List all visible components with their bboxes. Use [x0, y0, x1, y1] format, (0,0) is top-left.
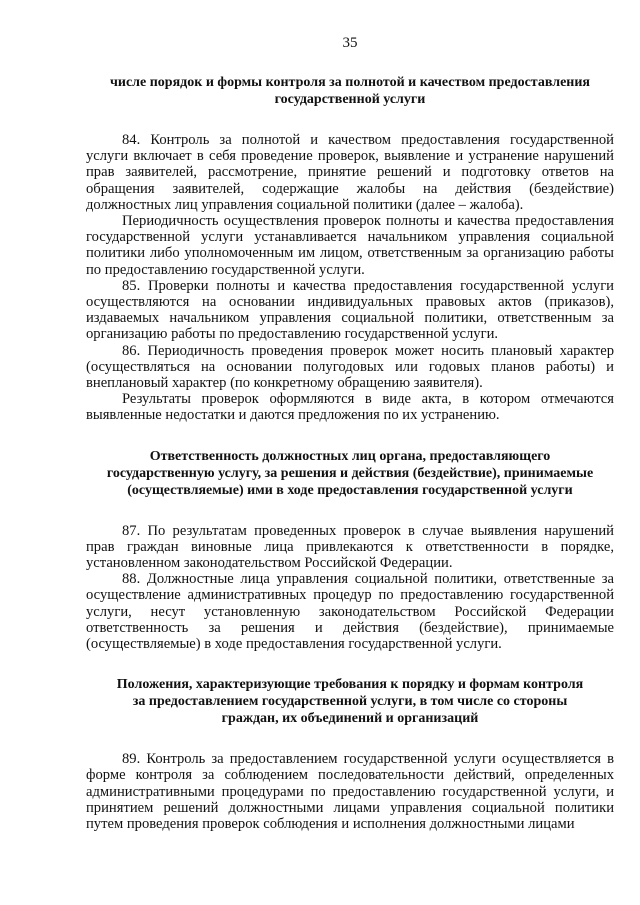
- heading-line: граждан, их объединений и организаций: [221, 711, 479, 727]
- heading-line: (осуществляемые) ими в ходе предоставления государственной услуги: [127, 482, 573, 498]
- page-number: 35: [342, 35, 358, 51]
- heading-line: за предоставлением государственной услуги, в том числе со стороны: [132, 694, 568, 710]
- section-body-responsibility: [86, 523, 614, 653]
- section-heading-control-requirements: [96, 676, 604, 727]
- heading-line: Ответственность должностных лиц органа, предоставляющего: [149, 448, 551, 464]
- paragraph-89: 89. Контроль за предоставлением государственной услуги осуществляется в форме контроля за соблюдением последовательности действий, определенных административными процедурами по предоставлению государственной услуги, и принятием решений должностными лицами управления социальной политики путем проведения проверок соблюдения и исполнения должностными лицами: [86, 751, 614, 833]
- paragraph-84: 84. Контроль за полнотой и качеством предоставления государственной услуги включает в себя проведение проверок, выявление и устранение нарушений прав заявителей, рассмотрение, принятие решений и подготовку ответов на обращения заявителей, содержащие жалобы на действия (бездействие) должностных лиц управления социальной политики (далее – жалоба).: [86, 132, 614, 213]
- heading-line: государственной услуги: [274, 92, 426, 107]
- section-body-control-requirements: [86, 751, 614, 832]
- paragraph-87: 87. По результатам проведенных проверок в случае выявления нарушений прав граждан виновные лица привлекаются к ответственности в порядке, установленном законодательством Российской Федерации.: [86, 522, 614, 572]
- paragraph-periodicity: Периодичность осуществления проверок полноты и качества предоставления государственной услуги устанавливается начальником управления социальной политики либо уполномоченным им лицом, ответственным за организацию работы по предоставлению государственной услуги.: [86, 213, 614, 278]
- paragraph-86: 86. Периодичность проведения проверок может носить плановый характер (осуществляться на основании полугодовых или годовых планов работы) и внеплановый характер (по конкретному обращению заявителя).: [86, 342, 614, 392]
- section-heading-control-order: [96, 74, 604, 108]
- heading-line: государственную услугу, за решения и действия (бездействие), принимаемые: [106, 465, 594, 481]
- paragraph-85: 85. Проверки полноты и качества предоставления государственной услуги осуществляются на основании индивидуальных правовых актов (приказов), издаваемых начальником управления социальной политики, ответственным за организацию работы по предоставлению государственной услуги.: [86, 277, 614, 343]
- paragraph-88: 88. Должностные лица управления социальной политики, ответственные за осуществление административных процедур по предоставлению государственной услуги, несут установленную законодательством Российской Федерации ответственность за решения и действия (бездействие), принимаемые (осуществляемые) в ходе предоставления государственной услуги.: [86, 571, 614, 653]
- heading-line: числе порядок и формы контроля за полнотой и качеством предоставления: [110, 75, 590, 90]
- section-body-control-order: [86, 132, 614, 424]
- heading-line: Положения, характеризующие требования к порядку и формам контроля: [116, 677, 584, 693]
- paragraph-results: Результаты проверок оформляются в виде акта, в котором отмечаются выявленные недостатки и даются предложения по их устранению.: [86, 391, 614, 424]
- section-heading-responsibility: [96, 448, 604, 499]
